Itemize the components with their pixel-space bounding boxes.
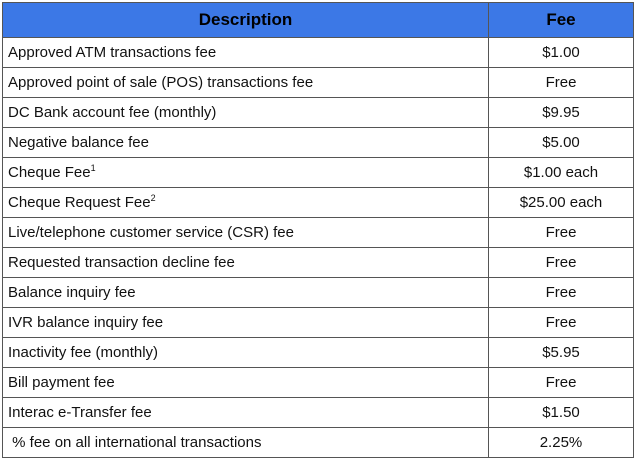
table-header-row — [3, 3, 634, 38]
fee-cell: $1.50 — [489, 398, 634, 428]
description-text: Cheque Request Fee — [8, 194, 151, 211]
fee-cell: $5.95 — [489, 338, 634, 368]
fee-cell: Free — [489, 68, 634, 98]
description-text: Approved point of sale (POS) transactions fee — [8, 74, 314, 91]
description-text: DC Bank account fee (monthly) — [8, 104, 217, 121]
fee-cell: $25.00 each — [489, 188, 634, 218]
fee-cell: $1.00 each — [489, 158, 634, 188]
footnote-marker: 2 — [150, 193, 156, 203]
fee-cell: $1.00 — [489, 38, 634, 68]
fee-cell: $5.00 — [489, 128, 634, 158]
fee-table — [2, 2, 634, 458]
description-text: Negative balance fee — [8, 134, 149, 151]
table-row — [3, 308, 634, 338]
description-cell — [3, 398, 489, 428]
fee-cell: 2.25% — [489, 428, 634, 458]
description-text: % fee on all international transactions — [8, 434, 262, 451]
description-cell — [3, 368, 489, 398]
fee-cell: Free — [489, 278, 634, 308]
description-cell — [3, 68, 489, 98]
description-text: Bill payment fee — [8, 374, 115, 391]
description-cell — [3, 98, 489, 128]
description-text: Interac e-Transfer fee — [8, 404, 152, 421]
table-row — [3, 218, 634, 248]
description-cell — [3, 218, 489, 248]
table-row — [3, 338, 634, 368]
description-cell — [3, 158, 489, 188]
header-description: Description — [3, 3, 489, 38]
description-text: Requested transaction decline fee — [8, 254, 235, 271]
footnote-marker: 1 — [90, 163, 96, 173]
table-row — [3, 188, 634, 218]
table-row — [3, 128, 634, 158]
description-text: Approved ATM transactions fee — [8, 44, 217, 61]
description-text: IVR balance inquiry fee — [8, 314, 164, 331]
description-cell — [3, 38, 489, 68]
description-cell — [3, 308, 489, 338]
fee-cell: Free — [489, 308, 634, 338]
header-fee: Fee — [489, 3, 634, 38]
description-cell — [3, 248, 489, 278]
table-row — [3, 158, 634, 188]
table-row — [3, 248, 634, 278]
table-row — [3, 38, 634, 68]
table-row — [3, 68, 634, 98]
fee-cell: Free — [489, 248, 634, 278]
fee-cell: Free — [489, 218, 634, 248]
description-cell — [3, 128, 489, 158]
description-text: Cheque Fee — [8, 164, 91, 181]
description-cell — [3, 428, 489, 458]
description-text: Inactivity fee (monthly) — [8, 344, 159, 361]
table-row — [3, 98, 634, 128]
fee-cell: $9.95 — [489, 98, 634, 128]
description-cell — [3, 188, 489, 218]
description-text: Balance inquiry fee — [8, 284, 136, 301]
table-row — [3, 398, 634, 428]
description-cell — [3, 338, 489, 368]
table-row — [3, 278, 634, 308]
table-row — [3, 368, 634, 398]
fee-cell: Free — [489, 368, 634, 398]
description-cell — [3, 278, 489, 308]
description-text: Live/telephone customer service (CSR) fee — [8, 224, 294, 241]
table-row — [3, 428, 634, 458]
